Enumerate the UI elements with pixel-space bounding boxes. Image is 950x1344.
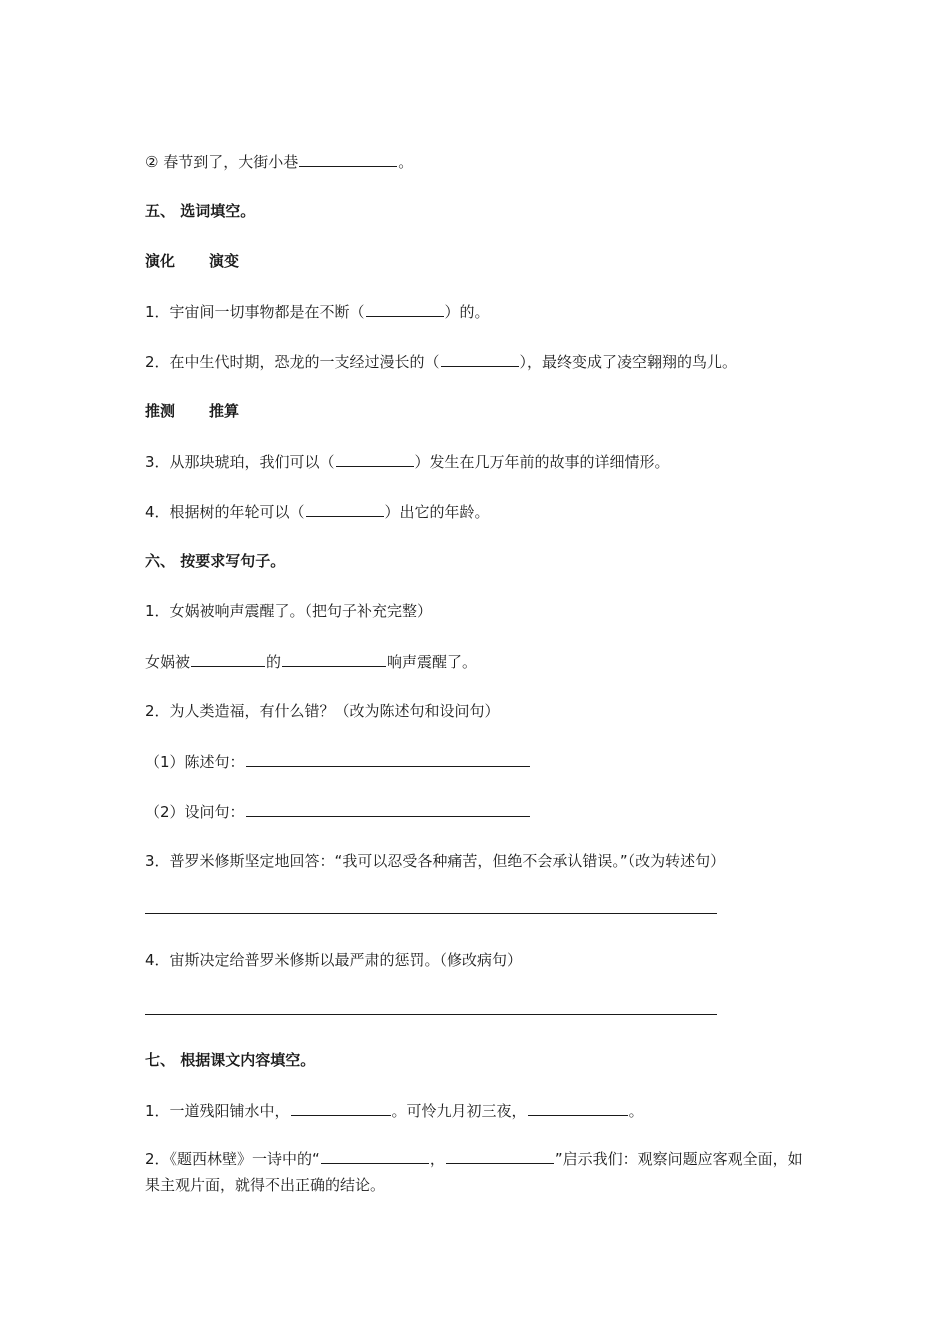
fill-blank[interactable] bbox=[321, 1147, 429, 1164]
word-pair-1: 演化 演变 bbox=[145, 252, 240, 270]
fill-blank[interactable] bbox=[282, 650, 386, 667]
fill-blank[interactable] bbox=[291, 1099, 391, 1116]
fill-blank[interactable] bbox=[336, 450, 414, 467]
section-7-heading: 七、 根据课文内容填空。 bbox=[145, 1051, 316, 1069]
fill-blank[interactable] bbox=[366, 300, 444, 317]
fill-blank[interactable] bbox=[441, 350, 519, 367]
s6-question-2-statement: （1）陈述句： bbox=[145, 750, 531, 773]
s6-question-4: 4．宙斯决定给普罗米修斯以最严肃的惩罚。（修改病句） bbox=[145, 951, 523, 969]
fill-blank[interactable] bbox=[299, 150, 397, 167]
s6-question-1-fill: 女娲被 的 响声震醒了。 bbox=[145, 650, 477, 673]
s5-question-3: 3．从那块琥珀，我们可以（ ）发生在几万年前的故事的详细情形。 bbox=[145, 450, 670, 473]
s6-question-1: 1．女娲被响声震醒了。（把句子补充完整） bbox=[145, 602, 433, 620]
s6-question-3: 3．普罗米修斯坚定地回答：“我可以忍受各种痛苦，但绝不会承认错误。”（改为转述句） bbox=[145, 852, 726, 870]
s6-question-2: 2．为人类造福，有什么错？（改为陈述句和设问句） bbox=[145, 702, 500, 720]
answer-line[interactable] bbox=[145, 1014, 717, 1015]
fill-blank[interactable] bbox=[191, 650, 265, 667]
section-5-heading: 五、 选词填空。 bbox=[145, 202, 256, 220]
fill-blank[interactable] bbox=[446, 1147, 554, 1164]
word-pair-2: 推测 推算 bbox=[145, 402, 240, 420]
s7-question-2: 2．《题西林壁》一诗中的“ ， ”启示我们：观察问题应客观全面，如果主观片面，就得不出正确的结论。 bbox=[145, 1146, 810, 1198]
s5-question-1: 1．宇宙间一切事物都是在不断（ ）的。 bbox=[145, 300, 490, 323]
fill-blank[interactable] bbox=[528, 1099, 628, 1116]
s7-question-1: 1．一道残阳铺水中， 。可怜九月初三夜， 。 bbox=[145, 1099, 644, 1122]
section-6-heading: 六、 按要求写句子。 bbox=[145, 552, 286, 570]
s4-item-2: ② 春节到了，大街小巷 。 bbox=[145, 150, 413, 173]
s5-question-2: 2．在中生代时期，恐龙的一支经过漫长的（ ），最终变成了凌空翱翔的鸟儿。 bbox=[145, 350, 737, 373]
answer-blank[interactable] bbox=[246, 800, 530, 817]
fill-blank[interactable] bbox=[306, 500, 384, 517]
s6-question-2-rhetorical: （2）设问句： bbox=[145, 800, 531, 823]
s5-question-4: 4．根据树的年轮可以（ ）出它的年龄。 bbox=[145, 500, 490, 523]
answer-blank[interactable] bbox=[246, 750, 530, 767]
answer-line[interactable] bbox=[145, 913, 717, 914]
